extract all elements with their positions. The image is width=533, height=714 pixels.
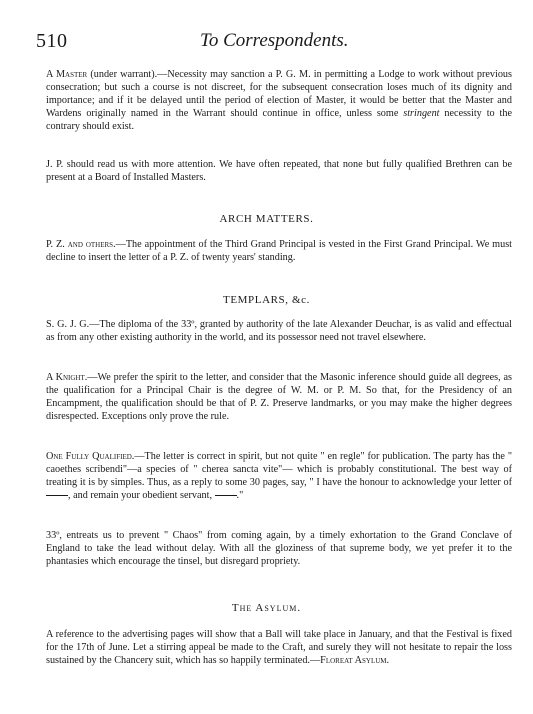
- section-heading-arch-matters: ARCH MATTERS.: [219, 213, 314, 225]
- paragraph-text: A reference to the advertising pages will show that a Ball will take place in January, and that the Festival is fixed for the 17th of June. Let a stirring appeal be made to the Craft, and surely they will not hesitate to repair the loss sustained by the Chancery suit, which has so happily terminated.—: [46, 629, 512, 666]
- paragraph-end: .": [236, 490, 244, 501]
- paragraph-text: —The letter is correct in spirit, but not quite " en regle" for publication. The party has the " caoethes scribendi"—a species of " cherea sancta vite"— which is probably constitutional. The best way of treating it is by simples. Thus, as a reply to some 30 pages, say, " I have the honour to acknowledge your letter of: [46, 451, 512, 488]
- paragraph-lead: One Fully Qualified.: [46, 451, 135, 462]
- paragraph-text: J. P. should read us with more attention. We have often repeated, that none but fully qualified Brethren can be present at a Board of Installed Masters.: [46, 159, 512, 183]
- paragraph-text: —The appointment of the Third Grand Principal is vested in the First Grand Principal. We must decline to insert the letter of a P. Z. of twenty years' standing.: [46, 239, 512, 263]
- paragraph-sgjg: [46, 318, 512, 344]
- paragraph-a-knight: [46, 371, 512, 423]
- section-heading-asylum: The Asylum.: [231, 602, 302, 614]
- paragraph-text: —We prefer the spirit to the letter, and consider that the Masonic inference should guide all degrees, as the qualification for a Principal Chair is the degree of W. M. or P. M. So that, for the Presidency of an Encampment, the qualification should be that of P. Z. Preserve landmarks, or you may make the higher degrees disrespected. Exceptions only prove the rule.: [46, 372, 512, 422]
- blank-dash: [215, 495, 237, 496]
- section-heading-templars: TEMPLARS, &c.: [223, 294, 310, 306]
- paragraph-text: 33º, entreats us to prevent " Chaos" from coming again, by a timely exhortation to the Grand Conclave of England to take the lead without delay. With all the gloziness of that supreme body, we yet prefer it to the phantasies which encourage the tinsel, but disregard propriety.: [46, 530, 512, 567]
- paragraph-tail: necessity to the contrary should exist.: [46, 108, 512, 132]
- paragraph-a-master: [46, 68, 512, 133]
- paragraph-pz: [46, 238, 512, 264]
- paragraph-lead: A Master: [46, 69, 88, 80]
- paragraph-asylum: [46, 628, 512, 667]
- paragraph-one-fully-qualified: [46, 450, 512, 502]
- paragraph-tail: , and remain your obedient servant,: [68, 490, 215, 501]
- paragraph-emphasis: stringent: [403, 108, 440, 119]
- running-title: To Correspondents.: [200, 30, 349, 51]
- paragraph-text: (under warrant).—Necessity may sanction a P. G. M. in permitting a Lodge to work without previous consecration; but such a course is not discreet, for the subsequent consecration loses much of its dignity and importance; and if it be delayed until the period of election of Master, it would be better that the Master and Wardens originally named in the Warrant should continue in office, unless some: [46, 69, 512, 119]
- paragraph-lead: A Knight.: [46, 372, 88, 383]
- page-number: 510: [36, 30, 68, 52]
- paragraph-lead: P. Z. and others.: [46, 239, 116, 250]
- paragraph-text: S. G. J. G.—The diploma of the 33º, granted by authority of the late Alexander Deuchar, is as valid and effectual as from any other existing authority in the world, and its possessor need not travel elsewhere.: [46, 319, 512, 343]
- paragraph-33: [46, 529, 512, 568]
- page-header: [0, 30, 533, 54]
- blank-dash: [46, 495, 68, 496]
- paragraph-closing: Floreat Asylum.: [320, 655, 390, 666]
- paragraph-jp: [46, 158, 512, 184]
